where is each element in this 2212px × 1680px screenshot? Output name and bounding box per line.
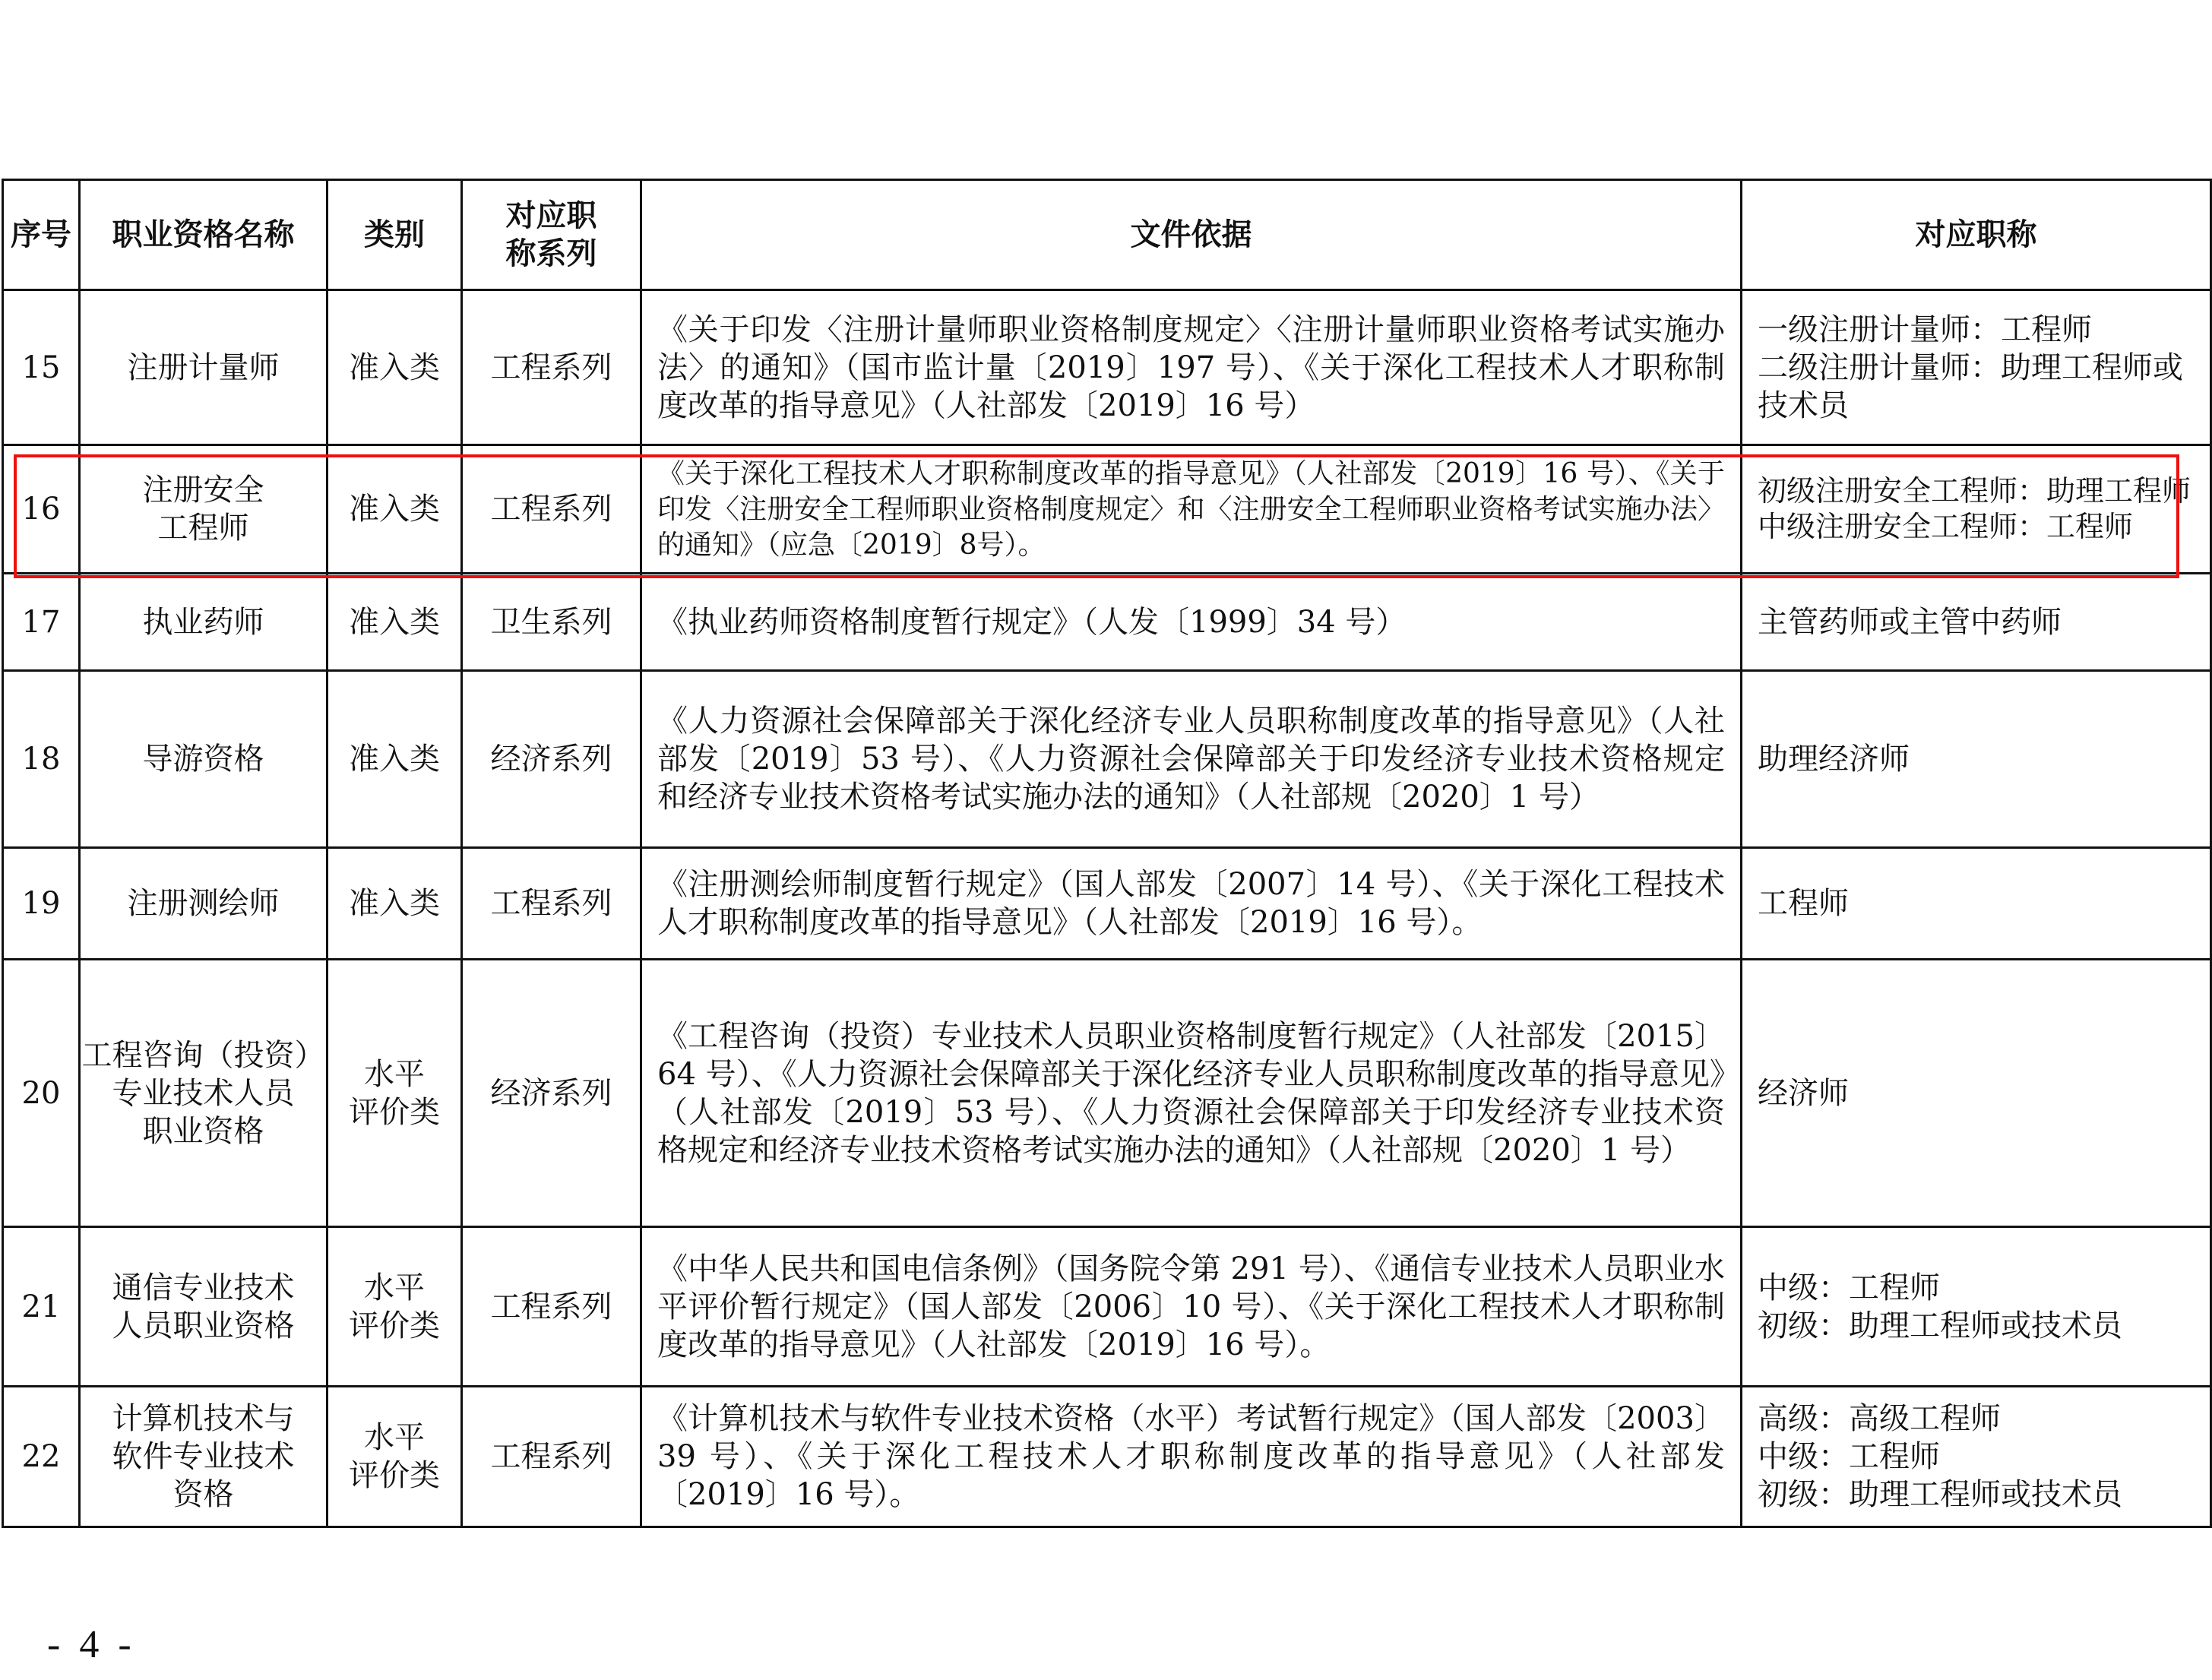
header-category: 类别 (328, 180, 462, 290)
row-basis: 《执业药师资格制度暂行规定》（人发〔1999〕34 号） (641, 574, 1742, 671)
row-title: 初级注册安全工程师：助理工程师 中级注册安全工程师：工程师 (1742, 445, 2211, 574)
table-row (3, 290, 2211, 445)
row-basis: 《关于深化工程技术人才职称制度改革的指导意见》（人社部发〔2019〕16 号）、《关于印发〈注册安全工程师职业资格制度规定〉和〈注册安全工程师职业资格考试实施办法〉的通知》（应急〔2019〕8号）。 (641, 445, 1742, 574)
row-basis: 《计算机技术与软件专业技术资格（水平）考试暂行规定》（国人部发〔2003〕39 号）、《关于深化工程技术人才职称制度改革的指导意见》（人社部发〔2019〕16 号）。 (641, 1387, 1742, 1527)
page-number: - 4 - (47, 1623, 136, 1666)
row-name: 注册安全 工程师 (80, 445, 328, 574)
row-title: 工程师 (1742, 848, 2211, 960)
row-no: 16 (3, 445, 80, 574)
header-series: 对应职 称系列 (462, 180, 641, 290)
header-no: 序号 (3, 180, 80, 290)
row-no: 21 (3, 1227, 80, 1387)
row-series: 工程系列 (462, 290, 641, 445)
row-no: 15 (3, 290, 80, 445)
table-row (3, 848, 2211, 960)
row-basis: 《工程咨询（投资）专业技术人员职业资格制度暂行规定》（人社部发〔2015〕64 号）、《人力资源社会保障部关于深化经济专业人员职称制度改革的指导意见》（人社部发〔2019〕53 号）、《人力资源社会保障部关于印发经济专业技术资格规定和经济专业技术资格考试实施办法的通知》（人社部规〔2020〕1 号） (641, 960, 1742, 1227)
row-basis: 《中华人民共和国电信条例》（国务院令第 291 号）、《通信专业技术人员职业水平评价暂行规定》（国人部发〔2006〕10 号）、《关于深化工程技术人才职称制度改革的指导意见》（人社部发〔2019〕16 号）。 (641, 1227, 1742, 1387)
row-basis: 《注册测绘师制度暂行规定》（国人部发〔2007〕14 号）、《关于深化工程技术人才职称制度改革的指导意见》（人社部发〔2019〕16 号）。 (641, 848, 1742, 960)
header-name: 职业资格名称 (80, 180, 328, 290)
table-row (3, 960, 2211, 1227)
row-series: 卫生系列 (462, 574, 641, 671)
row-category: 准入类 (328, 445, 462, 574)
row-name: 注册计量师 (80, 290, 328, 445)
row-title: 助理经济师 (1742, 671, 2211, 848)
row-name: 执业药师 (80, 574, 328, 671)
qualification-table (2, 179, 2212, 1528)
row-category: 水平 评价类 (328, 1227, 462, 1387)
row-title: 一级注册计量师：工程师 二级注册计量师：助理工程师或技术员 (1742, 290, 2211, 445)
row-series: 工程系列 (462, 445, 641, 574)
row-name: 通信专业技术 人员职业资格 (80, 1227, 328, 1387)
table-row (3, 1387, 2211, 1527)
row-name: 注册测绘师 (80, 848, 328, 960)
row-no: 22 (3, 1387, 80, 1527)
row-title: 主管药师或主管中药师 (1742, 574, 2211, 671)
row-basis: 《人力资源社会保障部关于深化经济专业人员职称制度改革的指导意见》（人社部发〔2019〕53 号）、《人力资源社会保障部关于印发经济专业技术资格规定和经济专业技术资格考试实施办法的通知》（人社部规〔2020〕1 号） (641, 671, 1742, 848)
table-row (3, 671, 2211, 848)
row-category: 准入类 (328, 290, 462, 445)
row-name: 计算机技术与 软件专业技术 资格 (80, 1387, 328, 1527)
row-title: 中级：工程师 初级：助理工程师或技术员 (1742, 1227, 2211, 1387)
row-name: 导游资格 (80, 671, 328, 848)
table-row (3, 1227, 2211, 1387)
row-title: 高级：高级工程师 中级：工程师 初级：助理工程师或技术员 (1742, 1387, 2211, 1527)
row-category: 水平 评价类 (328, 1387, 462, 1527)
row-category: 准入类 (328, 574, 462, 671)
row-no: 20 (3, 960, 80, 1227)
table-header-row (3, 180, 2211, 290)
row-no: 19 (3, 848, 80, 960)
row-series: 经济系列 (462, 671, 641, 848)
row-title: 经济师 (1742, 960, 2211, 1227)
row-no: 18 (3, 671, 80, 848)
row-series: 工程系列 (462, 848, 641, 960)
row-category: 准入类 (328, 671, 462, 848)
table-row (3, 574, 2211, 671)
row-basis: 《关于印发〈注册计量师职业资格制度规定〉〈注册计量师职业资格考试实施办法〉的通知》（国市监计量〔2019〕197 号）、《关于深化工程技术人才职称制度改革的指导意见》（人社部发〔2019〕16 号） (641, 290, 1742, 445)
header-title: 对应职称 (1742, 180, 2211, 290)
row-series: 工程系列 (462, 1227, 641, 1387)
table-row (3, 445, 2211, 574)
row-name: 工程咨询（投资） 专业技术人员 职业资格 (80, 960, 328, 1227)
row-series: 经济系列 (462, 960, 641, 1227)
row-category: 准入类 (328, 848, 462, 960)
row-category: 水平 评价类 (328, 960, 462, 1227)
row-series: 工程系列 (462, 1387, 641, 1527)
row-no: 17 (3, 574, 80, 671)
header-basis: 文件依据 (641, 180, 1742, 290)
